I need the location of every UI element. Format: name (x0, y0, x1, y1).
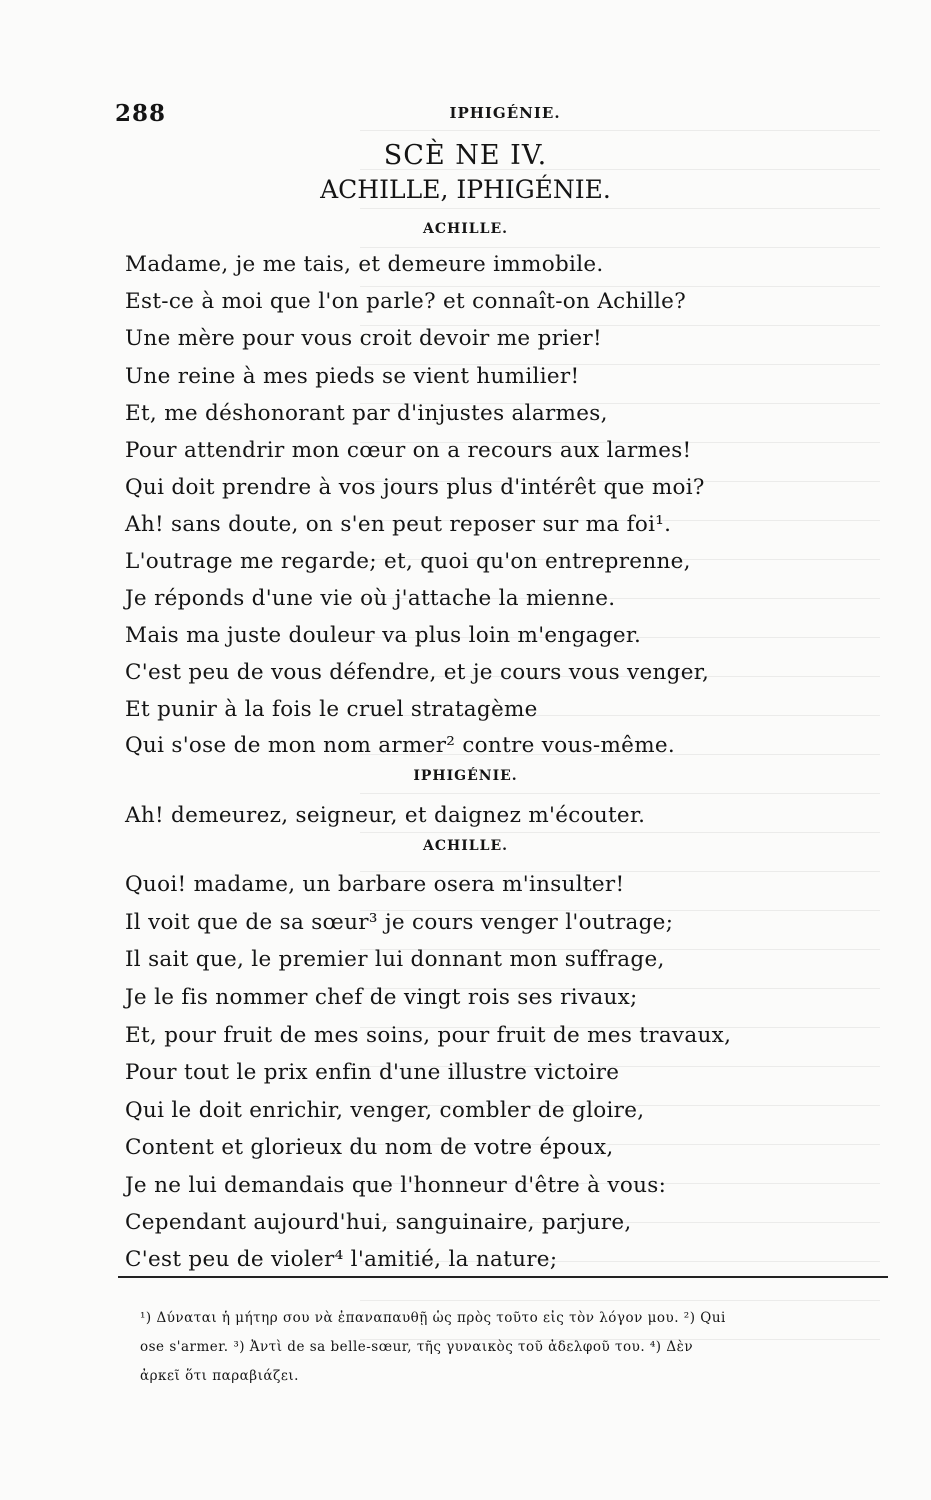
footnote-line: ¹) Δύναται ἡ μήτηρ σου νὰ ἐπαναπαυθῇ ὡς πρὸς τοῦτο εἰς τὸν λόγον μου. ²) Qui (140, 1310, 726, 1326)
verse-line: Cependant aujourd'hui, sanguinaire, parjure, (125, 1210, 632, 1235)
verse-line: Qui le doit enrichir, venger, combler de gloire, (125, 1098, 645, 1123)
verse-line: Qui s'ose de mon nom armer² contre vous-même. (125, 733, 676, 758)
verse-line: Et, me déshonorant par d'injustes alarmes, (125, 401, 608, 426)
speaker-iphigenie: IPHIGÉNIE. (413, 768, 518, 784)
verse-line: Je réponds d'une vie où j'attache la mienne. (125, 586, 616, 611)
verse-line: Je ne lui demandais que l'honneur d'être à vous: (125, 1173, 667, 1198)
verse-line: Ah! demeurez, seigneur, et daignez m'écouter. (125, 803, 646, 828)
page-number: 288 (115, 100, 167, 127)
verse-line: Pour attendrir mon cœur on a recours aux larmes! (125, 438, 692, 463)
footnote-line: ἀρκεῖ ὅτι παραβιάζει. (140, 1368, 299, 1384)
verse-line: Il sait que, le premier lui donnant mon suffrage, (125, 947, 665, 972)
verse-line: Madame, je me tais, et demeure immobile. (125, 252, 604, 277)
speaker-achille-2: ACHILLE. (422, 838, 508, 854)
verse-line: Une reine à mes pieds se vient humilier! (125, 364, 580, 389)
speaker-achille: ACHILLE. (422, 221, 508, 237)
verse-line: Ah! sans doute, on s'en peut reposer sur ma foi¹. (125, 512, 672, 537)
verse-line: L'outrage me regarde; et, quoi qu'on entreprenne, (125, 549, 691, 574)
verse-line: Content et glorieux du nom de votre époux, (125, 1135, 614, 1160)
verse-line: Est-ce à moi que l'on parle? et connaît-on Achille? (125, 289, 687, 314)
verse-line: Quoi! madame, un barbare osera m'insulter! (125, 872, 625, 897)
verse-line: Et, pour fruit de mes soins, pour fruit de mes travaux, (125, 1023, 732, 1048)
running-title: IPHIGÉNIE. (449, 104, 561, 122)
scene-characters: ACHILLE, IPHIGÉNIE. (320, 175, 611, 204)
verse-line: Pour tout le prix enfin d'une illustre victoire (125, 1060, 620, 1085)
verse-line: Mais ma juste douleur va plus loin m'engager. (125, 623, 642, 648)
verse-line: Une mère pour vous croit devoir me prier! (125, 326, 602, 351)
verse-line: Qui doit prendre à vos jours plus d'intérêt que moi? (125, 475, 705, 500)
verse-line: C'est peu de violer⁴ l'amitié, la nature; (125, 1247, 558, 1272)
running-header (115, 100, 835, 130)
footnote-divider (118, 1276, 888, 1278)
verse-line: Je le fis nommer chef de vingt rois ses rivaux; (125, 985, 638, 1010)
verse-line: C'est peu de vous défendre, et je cours vous venger, (125, 660, 710, 685)
scene-title: SCÈ NE IV. (383, 140, 548, 171)
footnote-line: ose s'armer. ³) Ἀντὶ de sa belle-sœur, τῆς γυναικὸς τοῦ ἀδελφοῦ του. ⁴) Δὲν (140, 1339, 694, 1355)
verse-line: Et punir à la fois le cruel stratagème (125, 697, 538, 722)
verse-line: Il voit que de sa sœur³ je cours venger l'outrage; (125, 910, 674, 935)
